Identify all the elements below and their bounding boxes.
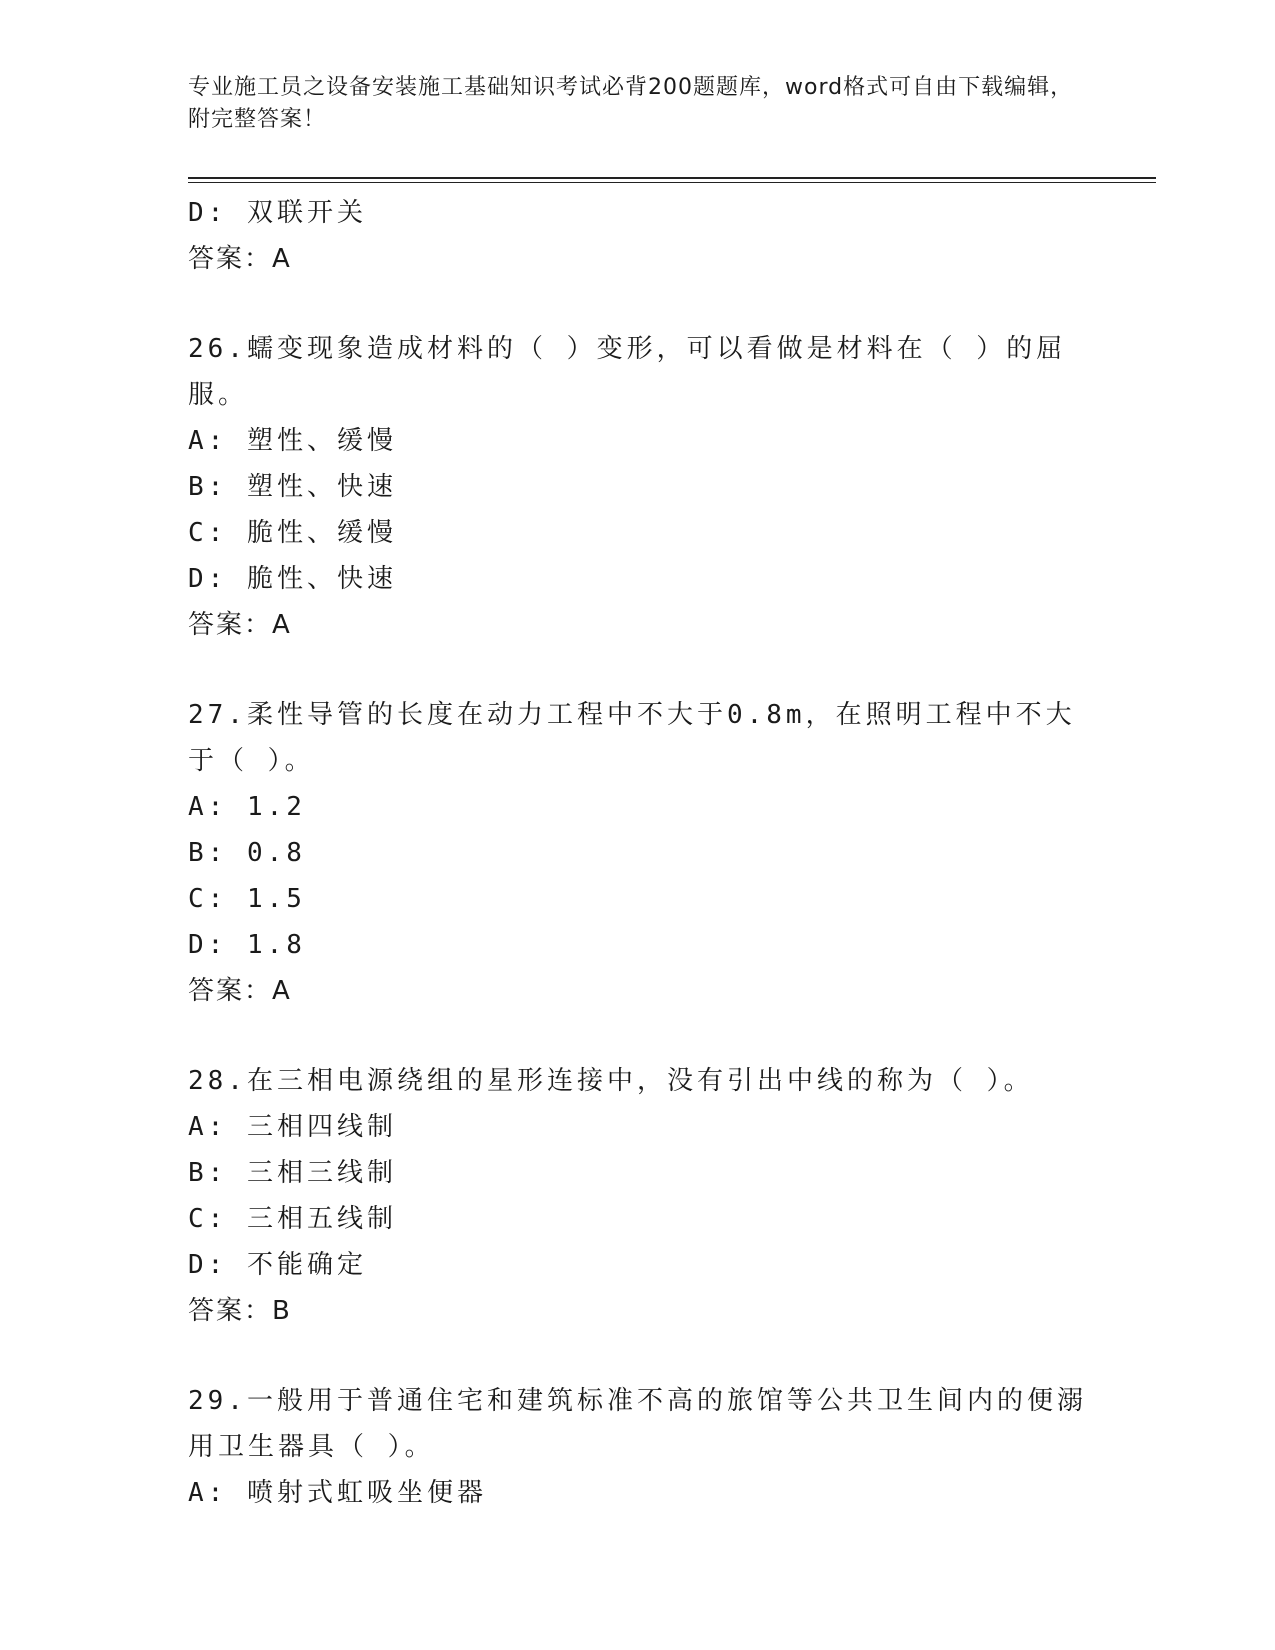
header-rule-thin: [188, 182, 1156, 183]
prev-answer: 答案：A: [188, 244, 292, 274]
q28-option-b: B: 三相三线制: [188, 1158, 397, 1188]
q26-answer: 答案：A: [188, 610, 292, 640]
document-body: [188, 190, 1088, 1516]
q26-option-b: B: 塑性、快速: [188, 472, 397, 502]
spacer: [188, 648, 1088, 692]
header-rule-thick: [188, 177, 1156, 179]
q28-option-a: A: 三相四线制: [188, 1112, 397, 1142]
prev-option-d: D: 双联开关: [188, 198, 367, 228]
q27-option-c: C: 1.5: [188, 884, 306, 914]
q27-option-a: A: 1.2: [188, 792, 306, 822]
q28-option-d: D: 不能确定: [188, 1250, 367, 1280]
question-27-text: 27.柔性导管的长度在动力工程中不大于0.8m，在照明工程中不大于（ ）。: [188, 700, 1076, 776]
q28-answer: 答案：B: [188, 1296, 292, 1326]
spacer: [188, 282, 1088, 326]
q28-option-c: C: 三相五线制: [188, 1204, 397, 1234]
q29-option-a: A: 喷射式虹吸坐便器: [188, 1478, 487, 1508]
q27-answer: 答案：A: [188, 976, 292, 1006]
q27-option-b: B: 0.8: [188, 838, 306, 868]
q26-option-c: C: 脆性、缓慢: [188, 518, 397, 548]
question-29-text: 29.一般用于普通住宅和建筑标准不高的旅馆等公共卫生间内的便溺用卫生器具（ ）。: [188, 1386, 1087, 1462]
spacer: [188, 1334, 1088, 1378]
question-26-text: 26.蠕变现象造成材料的（ ）变形，可以看做是材料在（ ）的屈服。: [188, 334, 1067, 410]
spacer: [188, 1014, 1088, 1058]
document-header: 专业施工员之设备安装施工基础知识考试必背200题题库，word格式可自由下载编辑，附完整答案！: [188, 75, 1074, 132]
q26-option-d: D: 脆性、快速: [188, 564, 397, 594]
q27-option-d: D: 1.8: [188, 930, 306, 960]
question-28-text: 28.在三相电源绕组的星形连接中，没有引出中线的称为（ ）。: [188, 1066, 1034, 1096]
q26-option-a: A: 塑性、缓慢: [188, 426, 397, 456]
